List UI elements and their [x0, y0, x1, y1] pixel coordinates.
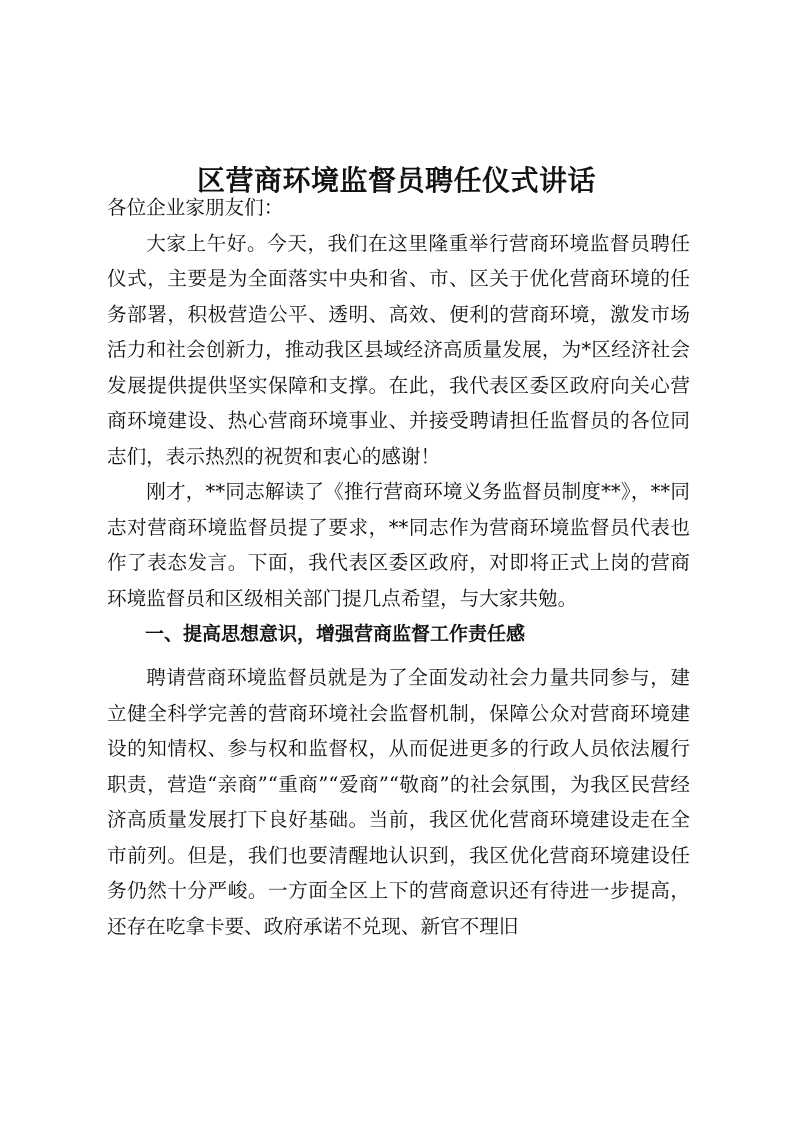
section-heading: 一、提高思想意识，增强营商监督工作责任感	[145, 623, 526, 645]
paragraph-agenda: 刚才，**同志解读了《推行营商环境义务监督员制度**》，**同志对营商环境监督员提了要求，**同志作为营商环境监督员代表也作了表态发言。下面，我代表区委区政府，对即将正式上岗的营商环境监督员和区级相关部门提几点希望，与大家共勉。	[107, 480, 690, 610]
page-title: 区营商环境监督员聘任仪式讲话	[196, 163, 596, 197]
paragraph-opening: 大家上午好。今天，我们在这里隆重举行营商环境监督员聘任仪式，主要是为全面落实中央和省、市、区关于优化营商环境的任务部署，积极营造公平、透明、高效、便利的营商环境，激发市场活力和社会创新力，推动我区县域经济高质量发展，为*区经济社会发展提供提供坚实保障和支撑。在此，我代表区委区政府向关心营商环境建设、热心营商环境事业、并接受聘请担任监督员的各位同志们，表示热烈的祝贺和衷心的感谢！	[107, 231, 690, 468]
paragraph-section-one: 聘请营商环境监督员就是为了全面发动社会力量共同参与，建立健全科学完善的营商环境社会监督机制，保障公众对营商环境建设的知情权、参与权和监督权，从而促进更多的行政人员依法履行职责，营造“亲商”“重商”“爱商”“敬商”的社会氛围，为我区民营经济高质量发展打下良好基础。当前，我区优化营商环境建设走在全市前列。但是，我们也要清醒地认识到，我区优化营商环境建设任务仍然十分严峻。一方面全区上下的营商意识还有待进一步提高，还存在吃拿卡要、政府承诺不兑现、新官不理旧	[107, 666, 690, 938]
salutation: 各位企业家朋友们：	[107, 196, 284, 219]
document-body	[107, 190, 690, 944]
